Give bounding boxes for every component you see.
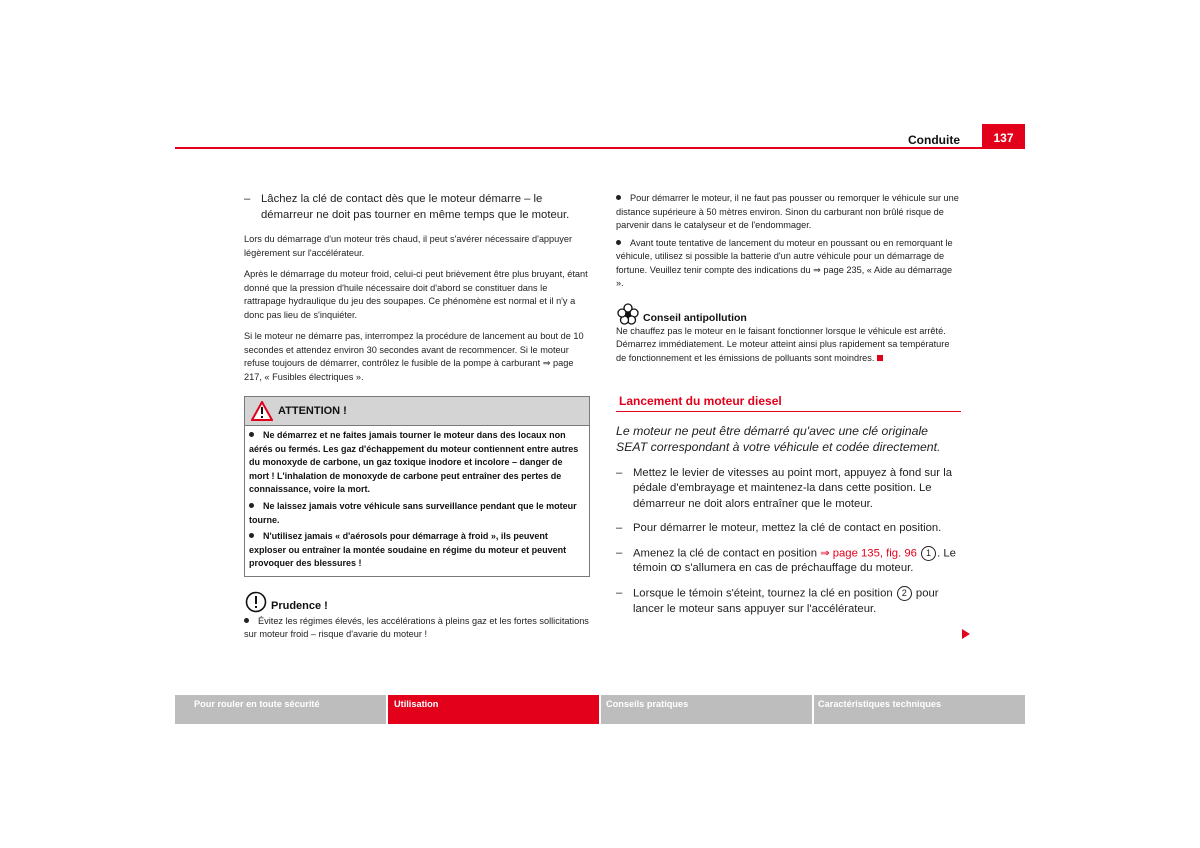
attention-item: N'utilisez jamais « d'aérosols pour démarrage à froid », ils peuvent exploser ou entraîner la montée soudaine en régime du moteur et peuvent provoquer des blessures ! <box>249 531 567 569</box>
caution-title: Prudence ! <box>271 599 328 612</box>
tab-conseils-pratiques[interactable]: Conseils pratiques <box>601 695 812 724</box>
paragraph: Après le démarrage du moteur froid, celui-ci peut brièvement être plus bruyant, étant donné que la pression d'huile nécessaire doit d'abord se constituer dans le rattrapage hydraulique du jeu des soupapes. Ce phénomène est normal et il n'y a donc pas lieu de s'inquiéter. <box>244 269 588 320</box>
position-number-badge: 1 <box>921 546 936 561</box>
bullet-icon <box>249 432 254 437</box>
paragraph: Si le moteur ne démarre pas, interrompez la procédure de lancement au bout de 10 secondes et attendez environ 30 secondes avant de recommencer. Si le moteur refuse toujours de démarrer, contrôlez le fusible de la pompe à carburant ⇒ page 217, « Fusibles électriques ». <box>244 331 584 382</box>
bullet-icon <box>616 240 621 245</box>
caution-block <box>244 591 590 642</box>
right-column <box>616 192 961 626</box>
section-heading: Lancement du moteur diesel <box>616 395 961 412</box>
caution-item: Évitez les régimes élevés, les accélérations à pleins gaz et les fortes sollicitations sur moteur froid – risque d'avarie du moteur ! <box>244 615 589 640</box>
section-title: Conduite <box>908 133 960 147</box>
paragraph: Lors du démarrage d'un moteur très chaud, il peut s'avérer nécessaire d'appuyer légèrement sur l'accélérateur. <box>244 234 573 258</box>
step-item: – Lorsque le témoin s'éteint, tournez la clé en position 2 pour lancer le moteur sans appuyer sur l'accélérateur. <box>616 586 939 615</box>
footer-tab-bar <box>175 695 1025 724</box>
attention-box <box>244 396 590 577</box>
position-number-badge: 2 <box>897 586 912 601</box>
exclamation-circle-icon <box>245 591 267 613</box>
bullet-icon <box>616 195 621 200</box>
section-intro: Le moteur ne peut être démarré qu'avec une clé originale SEAT correspondant à votre véhicule et codée directement. <box>616 423 941 454</box>
flower-icon <box>617 303 639 325</box>
bullet-icon <box>249 503 254 508</box>
note-item: Pour démarrer le moteur, il ne faut pas pousser ou remorquer le véhicule sur une distance supérieure à 50 mètres environ. Sinon du carburant non brûlé risque de parvenir dans le catalyseur et de l'endommager. <box>616 193 959 230</box>
glow-plug-icon: ꝏ <box>670 562 682 575</box>
step-item: – Mettez le levier de vitesses au point mort, appuyez à fond sur la pédale d'embrayage et maintenez-la dans cette position. Le démarreur ne doit alors entraîner que le moteur. <box>616 466 952 510</box>
eco-text-block <box>616 325 961 366</box>
end-marker-icon <box>877 355 883 361</box>
eco-header <box>616 303 961 325</box>
tab-caracteristiques[interactable]: Caractéristiques techniques <box>814 695 1025 724</box>
instruction-text: Lâchez la clé de contact dès que le moteur démarre – le démarreur ne doit pas tourner en même temps que le moteur. <box>261 193 570 221</box>
caution-header <box>244 591 590 615</box>
instruction-step: – Lâchez la clé de contact dès que le moteur démarre – le démarreur ne doit pas tourner en même temps que le moteur. <box>244 193 570 221</box>
attention-header <box>245 397 589 426</box>
attention-title: ATTENTION ! <box>278 405 347 417</box>
attention-body <box>245 426 589 576</box>
bullet-icon <box>244 618 249 623</box>
attention-item: Ne laissez jamais votre véhicule sans surveillance pendant que le moteur tourne. <box>249 500 577 525</box>
step-list <box>616 466 961 618</box>
step-item: – Pour démarrer le moteur, mettez la clé de contact en position. <box>616 522 942 534</box>
attention-item: Ne démarrez et ne faites jamais tourner le moteur dans des locaux non aérés ou fermés. Les gaz d'échappement du moteur contiennent entre autres du monoxyde de carbone, un gaz toxique inodore et incolore – danger de mort ! L'inhalation de monoxyde de carbone peut entraîner des pertes de connaissance, voire la mort. <box>249 430 579 495</box>
tab-securite[interactable]: Pour rouler en toute sécurité <box>175 695 386 724</box>
eco-title: Conseil antipollution <box>643 311 747 324</box>
tab-utilisation[interactable]: Utilisation <box>388 695 599 724</box>
eco-text: Ne chauffez pas le moteur en le faisant fonctionner lorsque le véhicule est arrêté. Démarrez immédiatement. Le moteur atteint ainsi plus rapidement sa température de fonctionnement et les émissions de polluants sont moindres. <box>616 325 950 363</box>
page-number: 137 <box>982 124 1025 148</box>
warning-triangle-icon <box>251 401 273 421</box>
left-column <box>244 192 590 646</box>
bullet-icon <box>249 533 254 538</box>
header-rule <box>175 147 1025 149</box>
note-item: Avant toute tentative de lancement du moteur en poussant ou en remorquant le véhicule, utilisez si possible la batterie d'un autre véhicule pour un démarrage de fortune. Veuillez tenir compte des indications du ⇒ page 235, « Aide au démarrage ». <box>616 237 953 288</box>
step-item: – Amenez la clé de contact en position ⇒ page 135, fig. 96 1 . Le témoin ꝏ s'allumera en cas de préchauffage du moteur. <box>616 546 956 575</box>
next-page-arrow-icon[interactable] <box>962 629 970 639</box>
page-reference-link[interactable]: ⇒ page 135, fig. 96 <box>820 546 917 559</box>
